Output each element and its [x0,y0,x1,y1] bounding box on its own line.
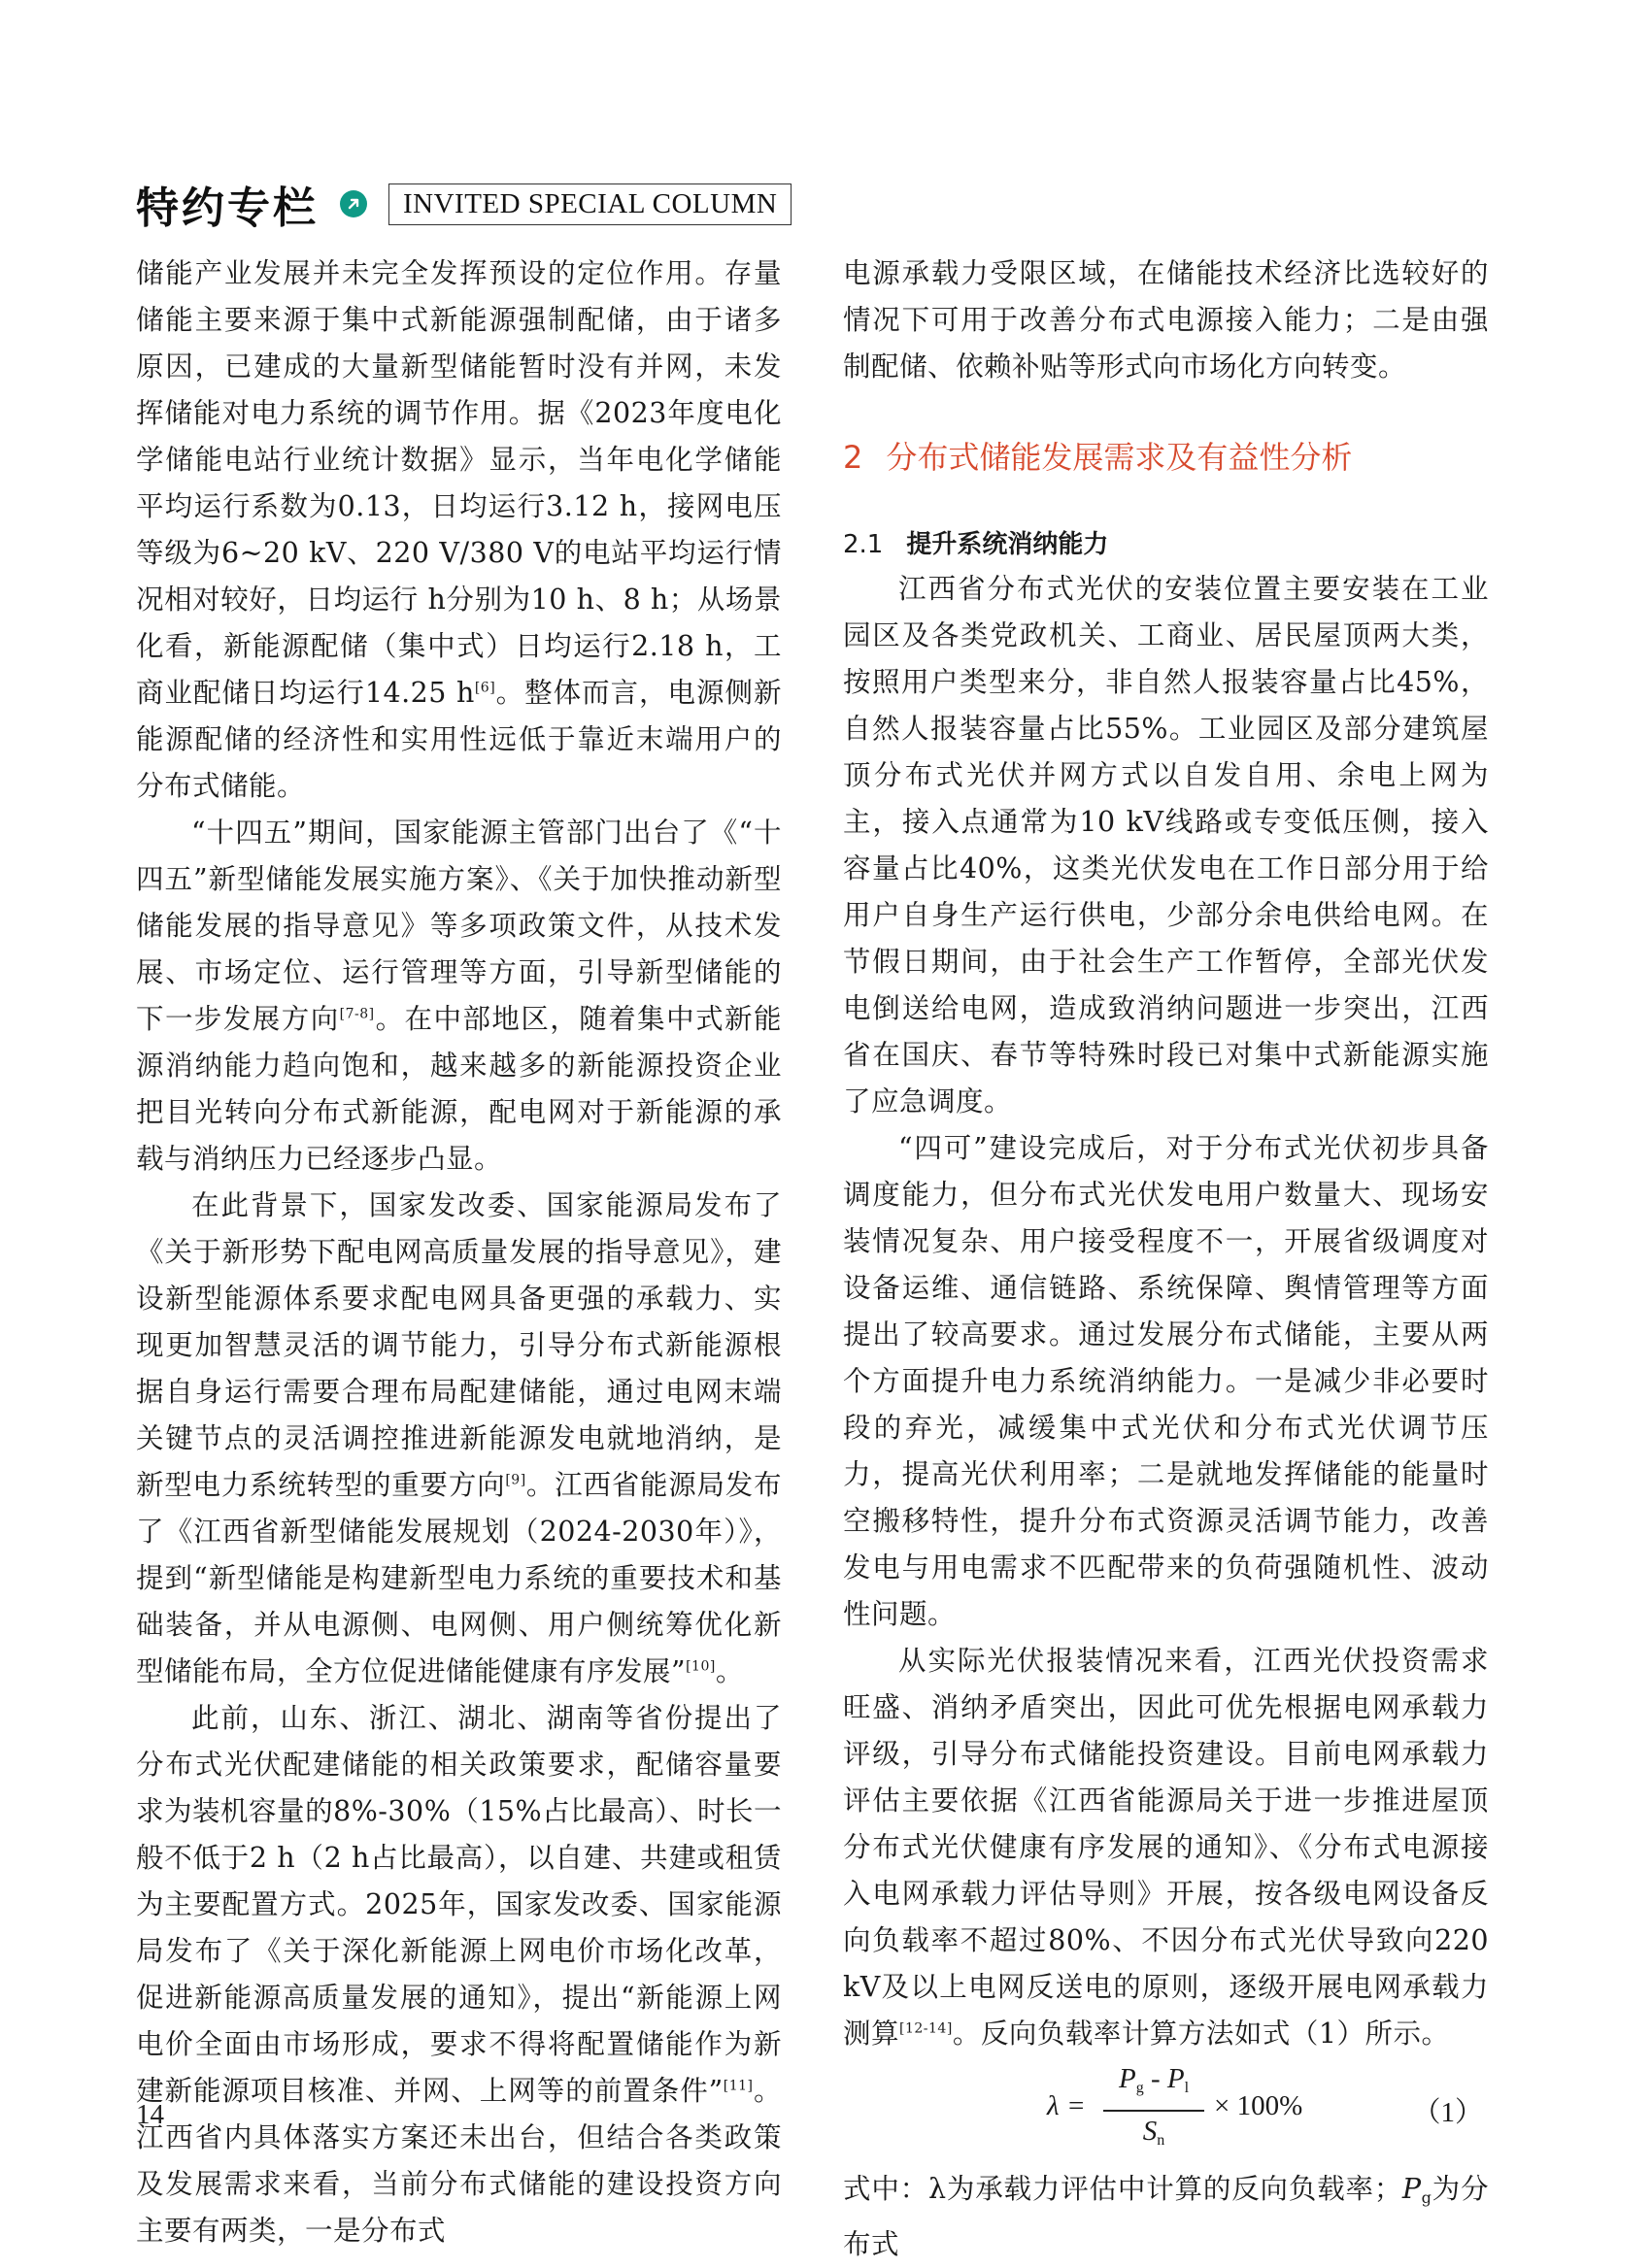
right-column [843,250,1489,2268]
citation: [10] [686,1658,716,1675]
paragraph: “十四五”期间，国家能源主管部门出台了《“十四五”新型储能发展实施方案》、《关于加快推动新型储能发展的指导意见》等多项政策文件，从技术发展、市场定位、运行管理等方面，引导新型储能的下一步发展方向[7-8]。在中部地区，随着集中式新能源消纳能力趋向饱和，越来越多的新能源投资企业把目光转向分布式新能源，配电网对于新能源的承载与消纳压力已经逐步凸显。 [136,817,782,1175]
equation-multiplier: × 100% [1214,2090,1303,2121]
citation: [12-14] [899,2020,953,2037]
equation-denominator: Sn [1142,2116,1165,2149]
paragraph: 此前，山东、浙江、湖北、湖南等省份提出了分布式光伏配建储能的相关政策要求，配储容量要求为装机容量的8%-30%（15%占比最高）、时长一般不低于2 h（2 h占比最高），以自建、共建或租赁为主要配置方式。2025年，国家发改委、国家能源局发布了《关于深化新能源上网电价市场化改革，促进新能源高质量发展的通知》，提出“新能源上网电价全面由市场形成，要求不得将配置储能作为新建新能源项目核准、并网、上网等的前置条件”[11]。江西省内具体落实方案还未出台，但结合各类政策及发展需求来看，当前分布式储能的建设投资方向主要有两类，一是分布式 [136,1702,782,2247]
citation: [6] [474,680,496,696]
column-english-title: INVITED SPECIAL COLUMN [388,183,792,225]
subsection-number: 2.1 [843,530,884,559]
column-header [136,175,792,233]
equals-sign: = [1068,2090,1085,2121]
fraction-bar [1103,2110,1204,2112]
paragraph: 储能产业发展并未完全发挥预设的定位作用。存量储能主要来源于集中式新能源强制配储，由于诸多原因，已建成的大量新型储能暂时没有并网，未发挥储能对电力系统的调节作用。据《2023年度电化学储能电站行业统计数据》显示，当年电化学储能平均运行系数为0.13，日均运行3.12 h，接网电压等级为6~20 kV、220 V/380 V的电站平均运行情况相对较好，日均运行 h分别为10 h、8 h；从场景化看，新能源配储（集中式）日均运行2.18 h，工商业配储日均运行14.25 h[6]。整体而言，电源侧新能源配储的经济性和实用性远低于靠近末端用户的分布式储能。 [136,257,782,802]
citation: [9] [505,1472,526,1488]
section-title: 分布式储能发展需求及有益性分析 [886,439,1353,476]
arrow-up-right-icon [340,190,367,217]
column-title: 特约专栏 [136,183,319,233]
equation-1 [843,2059,1489,2166]
equation-number: （1） [1412,2097,1483,2128]
equation-numerator: Pg - Pl [1118,2063,1190,2096]
subsection-title: 提升系统消纳能力 [906,530,1109,559]
equation-lhs: λ [1047,2090,1060,2121]
paragraph: 江西省分布式光伏的安装位置主要安装在工业园区及各类党政机关、工商业、居民屋顶两大类，按照用户类型来分，非自然人报装容量占比45%，自然人报装容量占比55%。工业园区及部分建筑屋顶分布式光伏并网方式以自发自用、余电上网为主，接入点通常为10 kV线路或专变低压侧，接入容量占比40%，这类光伏发电在工作日部分用于给用户自身生产运行供电，少部分余电供给电网。在节假日期间，由于社会生产工作暂停，全部光伏发电倒送给电网，造成致消纳问题进一步突出，江西省在国庆、春节等特殊时段已对集中式新能源实施了应急调度。 [843,573,1489,1117]
subsection-heading [843,523,1489,566]
citation: [11] [723,2078,754,2094]
paragraph: 电源承载力受限区域，在储能技术经济比选较好的情况下可用于改善分布式电源接入能力；二是由强制配储、依赖补贴等形式向市场化方向转变。 [843,257,1489,383]
variable-definition: 式中：λ为承载力评估中计算的反向负载率；Pg为分布式 [843,2173,1489,2260]
left-column [136,250,782,2254]
paragraph: 从实际光伏报装情况来看，江西光伏投资需求旺盛、消纳矛盾突出，因此可优先根据电网承载力评级，引导分布式储能投资建设。目前电网承载力评估主要依据《江西省能源局关于进一步推进屋顶分布式光伏健康有序发展的通知》、《分布式电源接入电网承载力评估导则》开展，按各级电网设备反向负载率不超过80%、不因分布式光伏导致向220 kV及以上电网反送电的原则，逐级开展电网承载力测算[12-14]。反向负载率计算方法如式（1）所示。 [843,1645,1489,2050]
paragraph: 在此背景下，国家发改委、国家能源局发布了《关于新形势下配电网高质量发展的指导意见》，建设新型能源体系要求配电网具备更强的承载力、实现更加智慧灵活的调节能力，引导分布式新能源根据自身运行需要合理布局配建储能，通过电网末端关键节点的灵活调控推进新能源发电就地消纳，是新型电力系统转型的重要方向[9]。江西省能源局发布了《江西省新型储能发展规划（2024-2030年）》，提到“新型储能是构建新型电力系统的重要技术和基础装备，并从电源侧、电网侧、用户侧统筹优化新型储能布局，全方位促进储能健康有序发展”[10]。 [136,1189,782,1687]
page-number: 14 [136,2099,164,2130]
section-number: 2 [843,439,863,476]
citation: [7-8] [339,1006,375,1022]
paragraph: “四可”建设完成后，对于分布式光伏初步具备调度能力，但分布式光伏发电用户数量大、现场安装情况复杂、用户接受程度不一，开展省级调度对设备运维、通信链路、系统保障、舆情管理等方面提出了较高要求。通过发展分布式储能，主要从两个方面提升电力系统消纳能力。一是减少非必要时段的弃光，减缓集中式光伏和分布式光伏调节压力，提高光伏利用率；二是就地发挥储能的能量时空搬移特性，提升分布式资源灵活调节能力，改善发电与用电需求不匹配带来的负荷强随机性、波动性问题。 [843,1132,1489,1630]
section-heading [843,434,1489,481]
